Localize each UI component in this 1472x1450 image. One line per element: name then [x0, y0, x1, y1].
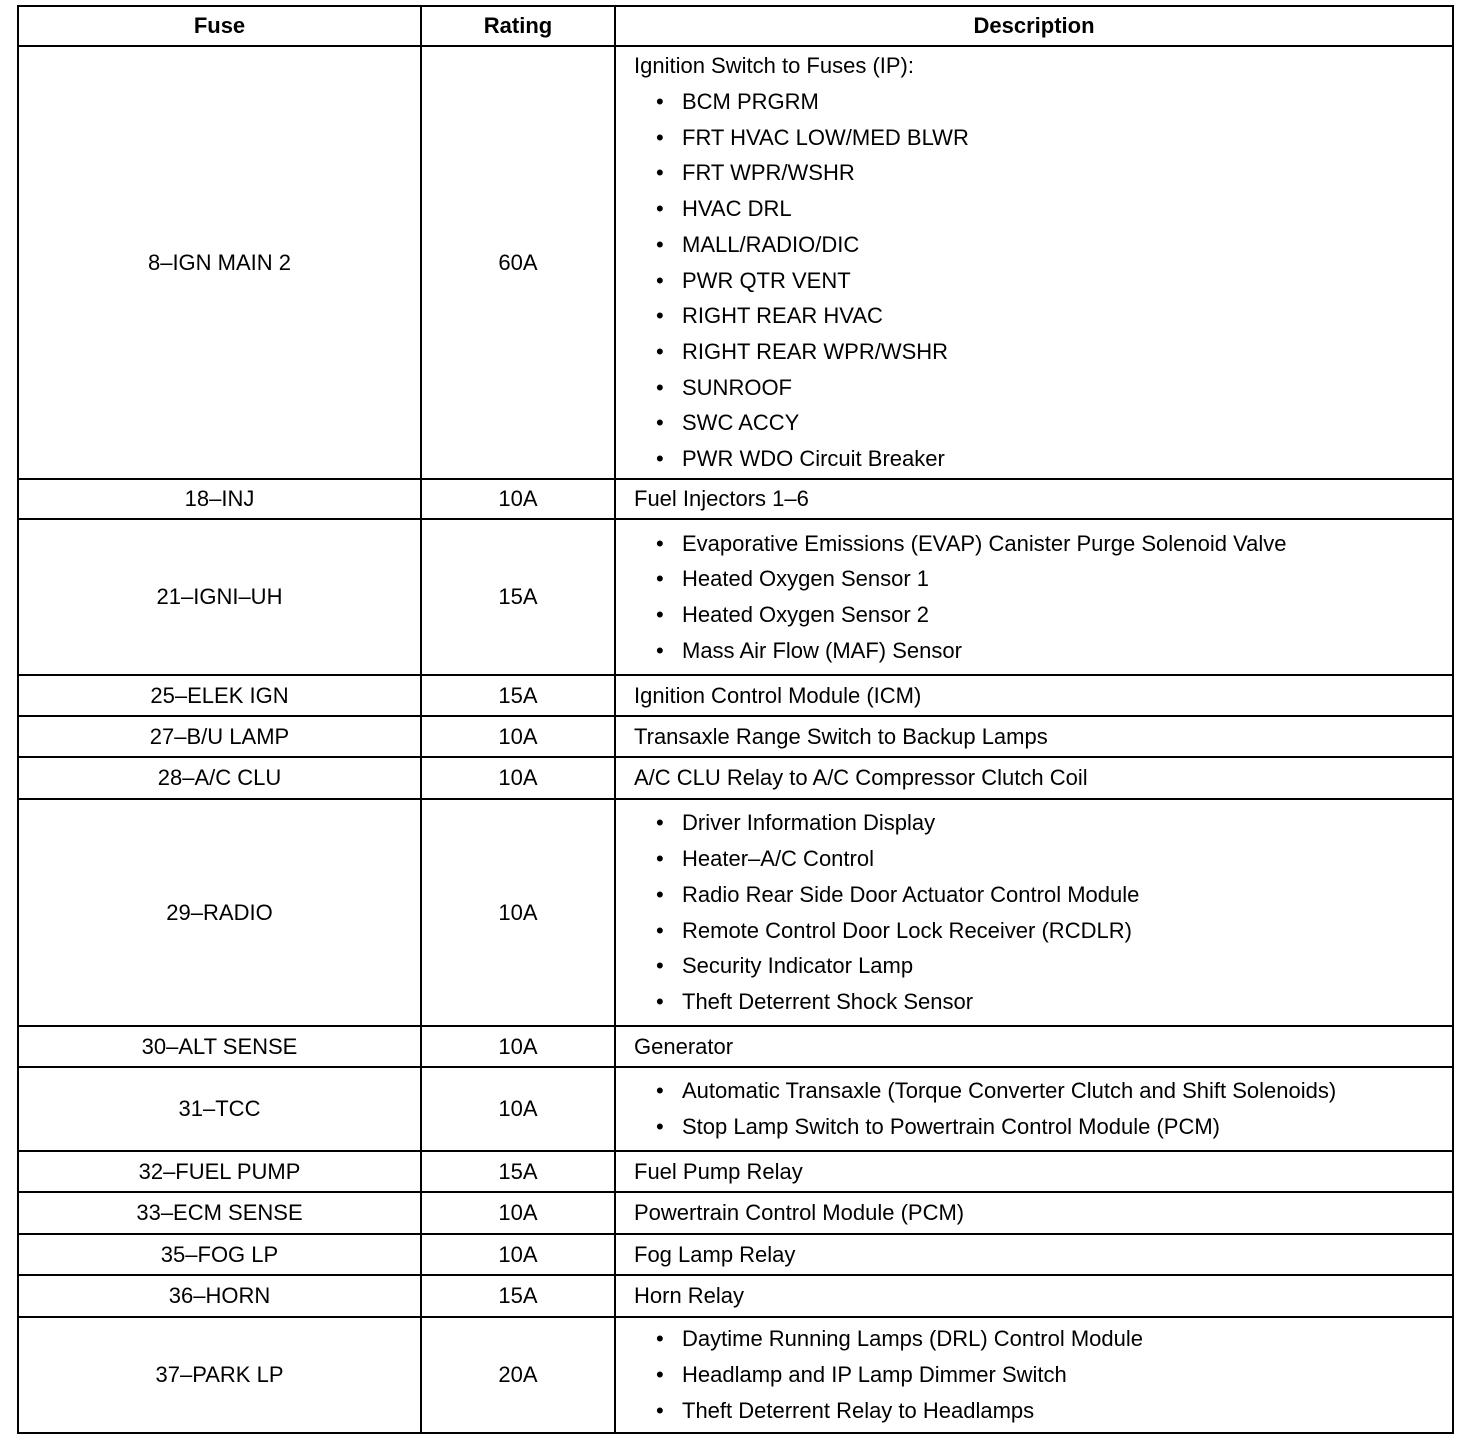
description-bullet-item: • Automatic Transaxle (Torque Converter Clutch and Shift Solenoids) [634, 1073, 1452, 1109]
fuse-cell: 35–FOG LP [18, 1234, 421, 1275]
fuse-table [17, 5, 1454, 1434]
fuse-cell: 21–IGNI–UH [18, 519, 421, 675]
fuse-cell: 18–INJ [18, 479, 421, 519]
rating-cell: 10A [421, 479, 615, 519]
description-bullet-item: • MALL/RADIO/DIC [634, 227, 1452, 263]
description-text: Generator [634, 1033, 734, 1059]
description-cell [615, 1192, 1453, 1234]
description-bullet-item: • PWR QTR VENT [634, 263, 1452, 299]
description-bullet-item: • RIGHT REAR WPR/WSHR [634, 334, 1452, 370]
header-fuse: Fuse [18, 6, 421, 46]
fuse-cell: 32–FUEL PUMP [18, 1151, 421, 1192]
description-bullet-item: • Headlamp and IP Lamp Dimmer Switch [634, 1357, 1452, 1393]
fuse-cell: 29–RADIO [18, 799, 421, 1026]
description-cell [615, 1151, 1453, 1192]
description-bullet-item: • Heated Oxygen Sensor 2 [634, 597, 1452, 633]
description-bullet-item: • RIGHT REAR HVAC [634, 298, 1452, 334]
description-cell [615, 757, 1453, 799]
description-text: Ignition Switch to Fuses (IP): [634, 53, 914, 79]
description-bullet-item: • Stop Lamp Switch to Powertrain Control Module (PCM) [634, 1109, 1452, 1145]
rating-cell: 20A [421, 1317, 615, 1433]
fuse-cell: 31–TCC [18, 1067, 421, 1151]
description-cell [615, 479, 1453, 519]
description-bullet-item: • Radio Rear Side Door Actuator Control Module [634, 877, 1452, 913]
description-bullet-item: • Heater–A/C Control [634, 841, 1452, 877]
description-cell [615, 46, 1453, 479]
description-cell [615, 1026, 1453, 1067]
description-bullet-item: • Mass Air Flow (MAF) Sensor [634, 633, 1452, 669]
description-bullet-item: • Security Indicator Lamp [634, 948, 1452, 984]
description-cell [615, 1317, 1453, 1433]
description-text: Fog Lamp Relay [634, 1241, 796, 1267]
rating-cell: 15A [421, 1275, 615, 1317]
description-cell [615, 1234, 1453, 1275]
description-bullet-item: • PWR WDO Circuit Breaker [634, 441, 1452, 477]
table-row [18, 675, 1453, 716]
description-bullet-item: • Theft Deterrent Shock Sensor [634, 984, 1452, 1020]
description-cell [615, 716, 1453, 757]
table-row [18, 1275, 1453, 1317]
table-row [18, 1234, 1453, 1275]
description-text: Horn Relay [634, 1283, 745, 1309]
description-text: Fuel Pump Relay [634, 1158, 803, 1184]
rating-cell: 15A [421, 1151, 615, 1192]
table-row [18, 479, 1453, 519]
description-bullet-item: • Remote Control Door Lock Receiver (RCDLR) [634, 913, 1452, 949]
description-bullet-item: • Theft Deterrent Relay to Headlamps [634, 1393, 1452, 1429]
table-row [18, 1067, 1453, 1151]
rating-cell: 10A [421, 757, 615, 799]
table-row [18, 1026, 1453, 1067]
description-bullet-item: • Evaporative Emissions (EVAP) Canister Purge Solenoid Valve [634, 526, 1452, 562]
description-cell [615, 519, 1453, 675]
description-bullet-item: • SWC ACCY [634, 405, 1452, 441]
table-row [18, 519, 1453, 675]
table-row [18, 1192, 1453, 1234]
description-cell [615, 675, 1453, 716]
description-cell [615, 799, 1453, 1026]
table-row [18, 46, 1453, 479]
rating-cell: 10A [421, 1234, 615, 1275]
description-text: Ignition Control Module (ICM) [634, 682, 922, 708]
rating-cell: 10A [421, 1067, 615, 1151]
table-row [18, 1317, 1453, 1433]
header-description: Description [615, 6, 1453, 46]
rating-cell: 15A [421, 519, 615, 675]
rating-cell: 10A [421, 1192, 615, 1234]
table-row [18, 716, 1453, 757]
fuse-cell: 36–HORN [18, 1275, 421, 1317]
fuse-cell: 37–PARK LP [18, 1317, 421, 1433]
rating-cell: 15A [421, 675, 615, 716]
table-header-row [18, 6, 1453, 46]
table-row [18, 1151, 1453, 1192]
description-text: A/C CLU Relay to A/C Compressor Clutch Coil [634, 765, 1088, 791]
description-text: Fuel Injectors 1–6 [634, 486, 809, 512]
table-row [18, 799, 1453, 1026]
description-cell [615, 1275, 1453, 1317]
description-bullet-item: • SUNROOF [634, 370, 1452, 406]
rating-cell: 10A [421, 1026, 615, 1067]
description-bullet-item: • BCM PRGRM [634, 84, 1452, 120]
description-bullet-item: • HVAC DRL [634, 191, 1452, 227]
description-text: Transaxle Range Switch to Backup Lamps [634, 723, 1048, 749]
fuse-cell: 28–A/C CLU [18, 757, 421, 799]
description-bullet-item: • Heated Oxygen Sensor 1 [634, 561, 1452, 597]
fuse-cell: 27–B/U LAMP [18, 716, 421, 757]
fuse-cell: 33–ECM SENSE [18, 1192, 421, 1234]
table-row [18, 757, 1453, 799]
description-text: Powertrain Control Module (PCM) [634, 1200, 965, 1226]
description-cell [615, 1067, 1453, 1151]
description-bullet-item: • Daytime Running Lamps (DRL) Control Module [634, 1321, 1452, 1357]
rating-cell: 10A [421, 799, 615, 1026]
description-bullet-item: • FRT WPR/WSHR [634, 155, 1452, 191]
table-body [18, 46, 1453, 1433]
rating-cell: 60A [421, 46, 615, 479]
fuse-cell: 30–ALT SENSE [18, 1026, 421, 1067]
header-rating: Rating [421, 6, 615, 46]
description-bullet-item: • FRT HVAC LOW/MED BLWR [634, 120, 1452, 156]
fuse-cell: 8–IGN MAIN 2 [18, 46, 421, 479]
description-bullet-item: • Driver Information Display [634, 805, 1452, 841]
fuse-cell: 25–ELEK IGN [18, 675, 421, 716]
rating-cell: 10A [421, 716, 615, 757]
